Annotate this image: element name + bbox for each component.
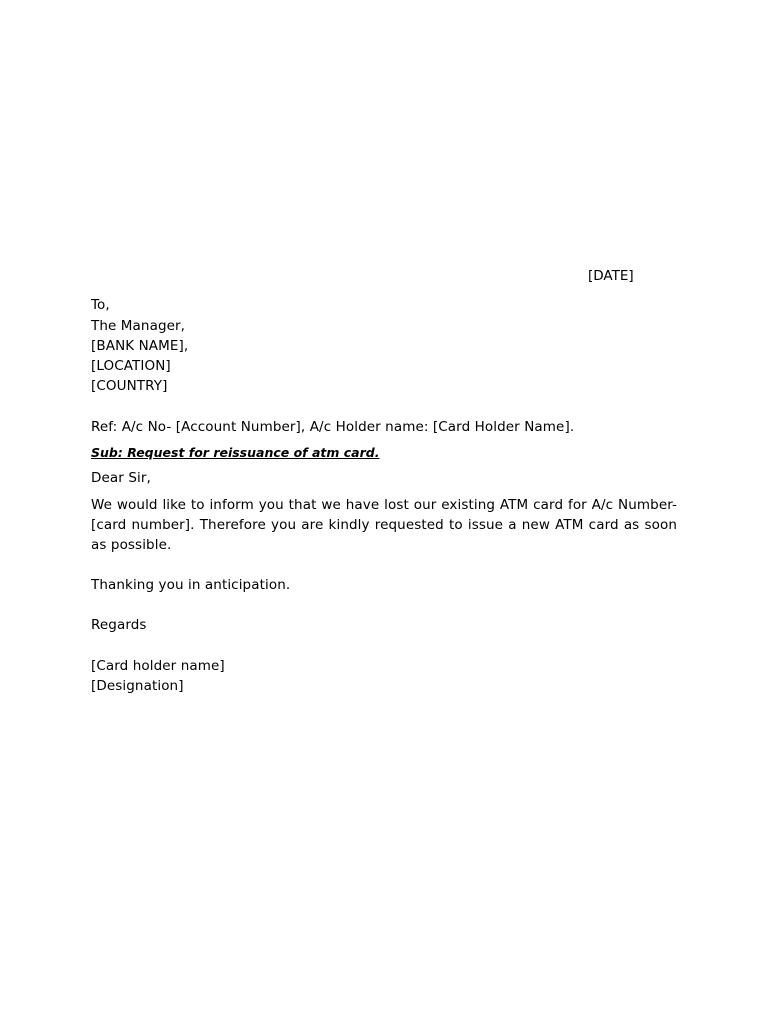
closing-line: Thanking you in anticipation. <box>91 577 291 593</box>
signature-name: [Card holder name] <box>91 658 225 674</box>
regards: Regards <box>91 617 147 633</box>
recipient-bank: [BANK NAME], <box>91 338 189 354</box>
recipient-country: [COUNTRY] <box>91 378 168 394</box>
recipient-to: To, <box>91 297 110 313</box>
recipient-location: [LOCATION] <box>91 358 171 374</box>
body-paragraph: We would like to inform you that we have lost our existing ATM card for A/c Number- [card number]. Therefore you are kindly requested to issue a new ATM card as soon as possible. <box>91 497 677 553</box>
reference-line: Ref: A/c No- [Account Number], A/c Holder name: [Card Holder Name]. <box>91 419 575 435</box>
recipient-title: The Manager, <box>91 318 186 334</box>
signature-designation: [Designation] <box>91 678 184 694</box>
subject-line: Sub: Request for reissuance of atm card. <box>91 445 380 460</box>
letter-date: [DATE] <box>588 268 634 284</box>
salutation: Dear Sir, <box>91 470 151 486</box>
